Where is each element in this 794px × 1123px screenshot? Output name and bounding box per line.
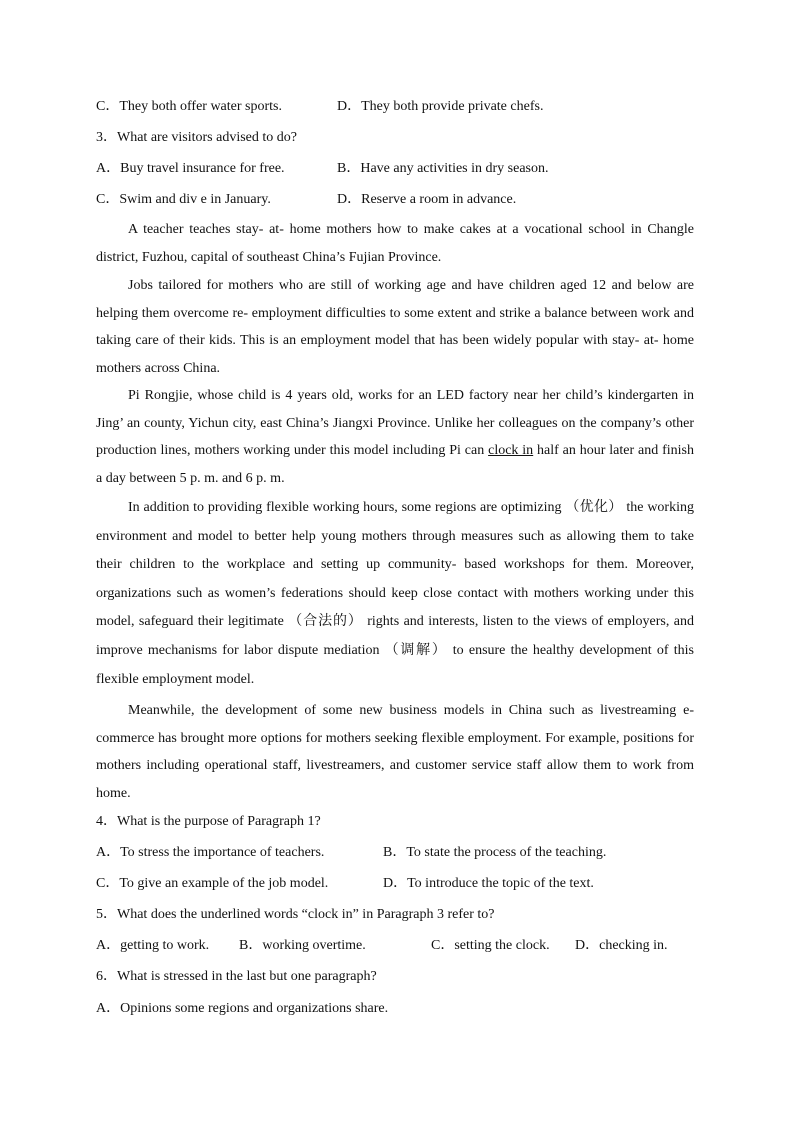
q2-option-c: C．They both offer water sports. (96, 99, 282, 114)
passage-paragraph-3 (96, 382, 694, 492)
passage-paragraph-1: A teacher teaches stay- at- home mothers how to make cakes at a vocational school in Changle district, Fuzhou, capital of southeast China’s Fujian Province. (96, 222, 694, 265)
q4-stem: 4．What is the purpose of Paragraph 1? (96, 814, 321, 829)
q3-stem: 3．What are visitors advised to do? (96, 130, 298, 145)
passage-paragraph-2: Jobs tailored for mothers who are still of working age and have children aged 12 and below are helping them overcome re- employment difficulties to some extent and strike a balance between work and taking care of their kids. This is an employment model that has been widely popular with stay- at- home mothers across China. (96, 278, 694, 376)
passage-paragraph-4: In addition to providing flexible working hours, some regions are optimizing （优化） the working environment and model to better help young mothers through measures such as allowing them to take their children to the workplace and setting up community- based workshops for them. Moreover, organizations such as women’s federations should keep close contact with mothers working under this model, safeguard their legitimate （合法的） rights and interests, listen to the views of employers, and improve mechanisms for labor dispute mediation （调解） to ensure the healthy development of this flexible employment model. (96, 500, 694, 687)
q6-option-a: A．Opinions some regions and organizations share. (96, 1001, 389, 1016)
q5-stem: 5．What does the underlined words “clock in” in Paragraph 3 refer to? (96, 907, 495, 922)
q5-option-a: A．getting to work. (96, 938, 210, 953)
q6-stem: 6．What is stressed in the last but one paragraph? (96, 969, 377, 984)
q5-option-d: D．checking in. (575, 938, 668, 953)
underlined-phrase: clock in (488, 443, 534, 459)
q5-option-b: B．working overtime. (239, 938, 366, 953)
q3-option-b: B．Have any activities in dry season. (337, 161, 549, 176)
paragraph-3-text-end: half an hour later and finish a day between 5 p. m. and 6 p. m. (96, 443, 694, 486)
q3-option-d: D．Reserve a room in advance. (337, 192, 517, 207)
paragraph-3-text-start: Pi Rongjie, whose child is 4 years old, works for an LED factory near her child’s kindergarten in Jing’ an county, Yichun city, east China’s Jiangxi Province. Unlike her colleagues on the company’s other production lines, mothers working under this model including Pi can (96, 388, 694, 459)
q4-option-d: D．To introduce the topic of the text. (383, 876, 594, 891)
q5-option-c: C．setting the clock. (431, 938, 550, 953)
passage-paragraph-5: Meanwhile, the development of some new business models in China such as livestreaming e- commerce has brought more options for mothers seeking flexible employment. For example, positions for mothers including operational staff, livestreamers, and customer service staff allow them to work from home. (96, 703, 694, 801)
q3-option-a: A．Buy travel insurance for free. (96, 161, 285, 176)
q2-option-d: D．They both provide private chefs. (337, 99, 544, 114)
q4-option-c: C．To give an example of the job model. (96, 876, 329, 891)
q3-option-c: C．Swim and div e in January. (96, 192, 271, 207)
q4-option-b: B．To state the process of the teaching. (383, 845, 607, 860)
q4-option-a: A．To stress the importance of teachers. (96, 845, 325, 860)
